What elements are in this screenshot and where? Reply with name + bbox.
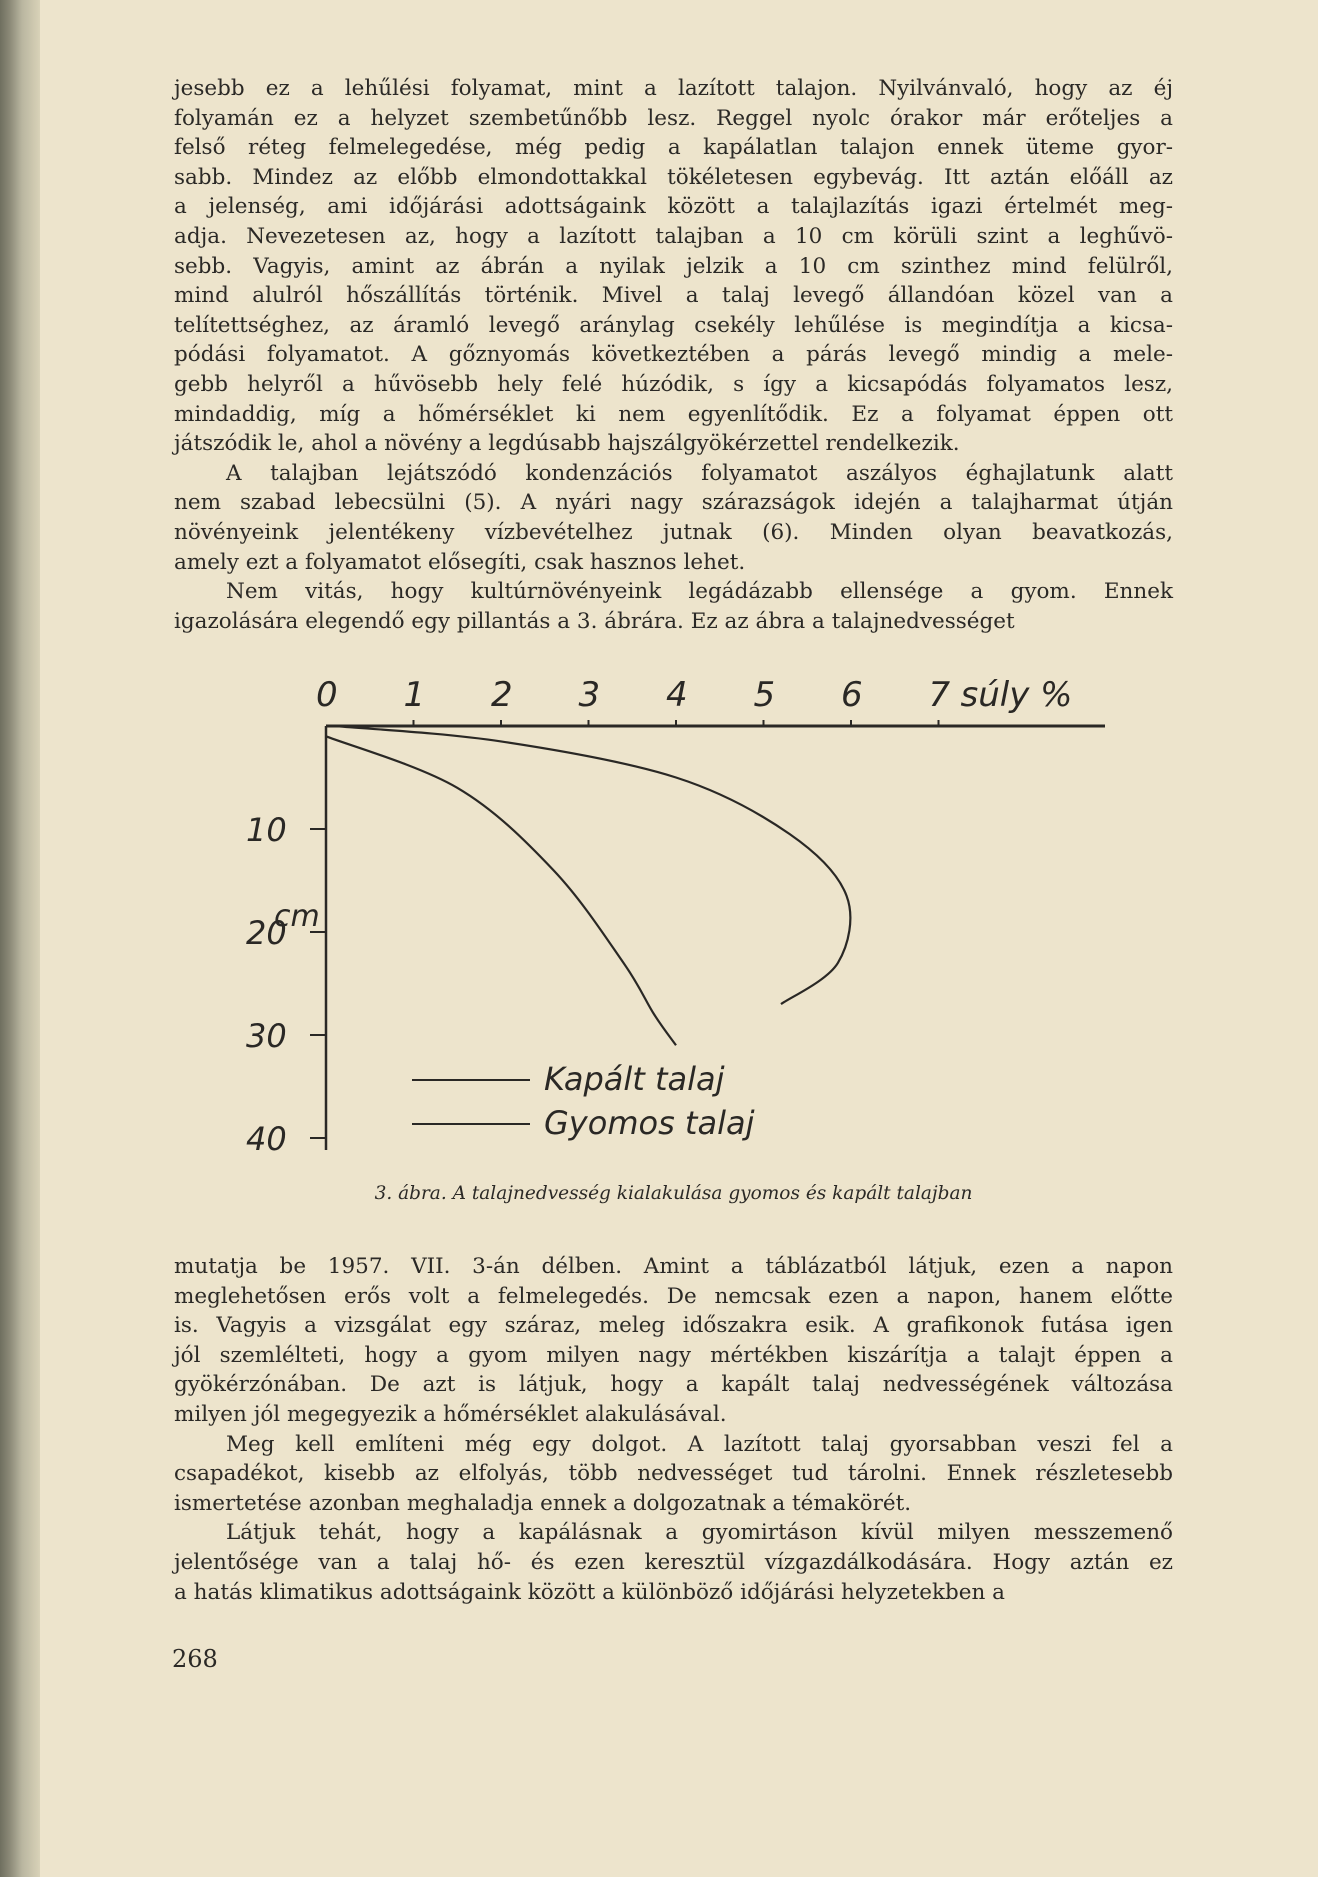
series-line-gyomos-talaj xyxy=(326,736,676,1045)
x-tick-labels xyxy=(316,675,1072,715)
x-tick-label: 5 xyxy=(753,675,776,715)
series-lines xyxy=(326,726,850,1045)
text-line: igazolására elegendő egy pillantás a 3. ábrára. Ez az ábra a talajnedvességet xyxy=(174,608,1015,634)
text-line: adja. Nevezetesen az, hogy a lazított talajban a 10 cm körüli szint a leghűvö- xyxy=(174,223,1173,249)
text-line: sebb. Vagyis, amint az ábrán a nyilak jelzik a 10 cm szinthez mind felülről, xyxy=(174,253,1173,279)
text-line: jól szemlélteti, hogy a gyom milyen nagy mértékben kiszárítja a talajt éppen a xyxy=(174,1342,1173,1368)
text-line: ismertetése azonban meghaladja ennek a dolgozatnak a témakörét. xyxy=(174,1490,912,1516)
text-line: mindaddig, míg a hőmérséklet ki nem egyenlítődik. Ez a folyamat éppen ott xyxy=(174,401,1173,427)
text-line: sabb. Mindez az előbb elmondottakkal tökéletesen egybevág. Itt aztán előáll az xyxy=(174,164,1173,190)
page-number: 268 xyxy=(172,1645,218,1673)
text-line: Meg kell említeni még egy dolgot. A lazított talaj gyorsabban veszi fel a xyxy=(226,1431,1173,1457)
text-line: csapadékot, kisebb az elfolyás, több nedvességet tud tárolni. Ennek részletesebb xyxy=(174,1461,1173,1487)
x-tick-label: 1 xyxy=(403,675,426,715)
text-line: Látjuk tehát, hogy a kapálásnak a gyomirtáson kívül milyen messzemenő xyxy=(226,1520,1173,1546)
y-axis-unit-label: cm xyxy=(274,899,320,934)
y-tick-label: 40 xyxy=(246,1120,287,1158)
text-line: folyamán ez a helyzet szembetűnőbb lesz. Reggel nyolc órakor már erőteljes a xyxy=(174,105,1173,131)
text-line: amely ezt a folyamatot elősegíti, csak hasznos lehet. xyxy=(174,549,746,575)
text-line: Nem vitás, hogy kultúrnövényeink legádázabb ellensége a gyom. Ennek xyxy=(226,579,1173,605)
text-line: telítettséghez, az áramló levegő aránylag csekély lehűlése is megindítja a kicsa- xyxy=(174,312,1173,338)
x-tick-label: 3 xyxy=(578,675,601,715)
y-tick-label: 30 xyxy=(246,1017,287,1055)
body-text-bottom xyxy=(174,1252,1173,1607)
text-line: a hatás klimatikus adottságaink között a különböző időjárási helyzetekben a xyxy=(174,1579,1006,1605)
text-line: mind alulról hőszállítás történik. Mivel a talaj levegő állandóan közel van a xyxy=(174,283,1173,309)
figure-caption: 3. ábra. A talajnedvesség kialakulása gyomos és kapált talajban xyxy=(374,1183,973,1204)
text-line: gyökérzónában. De azt is látjuk, hogy a kapált talaj nedvességének változása xyxy=(174,1372,1173,1398)
text-line: játszódik le, ahol a növény a legdúsabb hajszálgyökérzettel rendelkezik. xyxy=(174,431,960,457)
text-line: gebb helyről a hűvösebb hely felé húzódik, s így a kicsapódás folyamatos lesz, xyxy=(174,371,1173,397)
x-tick-label: 6 xyxy=(841,675,863,715)
x-axis-label: súly % xyxy=(960,675,1073,715)
text-line: mutatja be 1957. VII. 3-án délben. Amint a táblázatból látjuk, ezen a napon xyxy=(174,1254,1173,1279)
text-line: milyen jól megegyezik a hőmérséklet alakulásával. xyxy=(174,1401,727,1427)
text-line: nem szabad lebecsülni (5). A nyári nagy szárazságok idején a talajharmat útján xyxy=(174,490,1173,516)
text-line: felső réteg felmelegedése, még pedig a kapálatlan talajon ennek üteme gyor- xyxy=(174,135,1173,161)
legend-label-kapalt: Kapált talaj xyxy=(544,1060,725,1098)
x-tick-label: 7 xyxy=(928,675,951,715)
legend xyxy=(412,1060,755,1142)
text-line: növényeink jelentékeny vízbevételhez jutnak (6). Minden olyan beavatkozás, xyxy=(174,519,1173,545)
text-line: pódási folyamatot. A gőznyomás következtében a párás levegő mindig a mele- xyxy=(174,342,1173,368)
text-line: jesebb ez a lehűlési folyamat, mint a lazított talajon. Nyilvánvaló, hogy az éj xyxy=(174,76,1173,101)
y-tick-label: 20 xyxy=(246,914,287,952)
text-line: jelentősége van a talaj hő- és ezen keresztül vízgazdálkodására. Hogy aztán ez xyxy=(174,1549,1173,1575)
x-tick-label: 2 xyxy=(491,675,513,715)
text-line: meglehetősen erős volt a felmelegedés. De nemcsak ezen a napon, hanem előtte xyxy=(174,1283,1173,1309)
legend-label-gyomos: Gyomos talaj xyxy=(544,1104,755,1142)
x-tick-label: 0 xyxy=(316,675,338,715)
text-line: A talajban lejátszódó kondenzációs folyamatot aszályos éghajlatunk alatt xyxy=(226,460,1173,486)
text-line: is. Vagyis a vizsgálat egy száraz, meleg időszakra esik. A grafikonok futása igen xyxy=(174,1313,1173,1339)
x-tick-label: 4 xyxy=(666,675,688,715)
y-tick-label: 10 xyxy=(246,811,287,849)
y-tick-labels xyxy=(246,811,326,1158)
text-line: a jelenség, ami időjárási adottságaink között a talajlazítás igazi értelmét meg- xyxy=(174,194,1173,220)
